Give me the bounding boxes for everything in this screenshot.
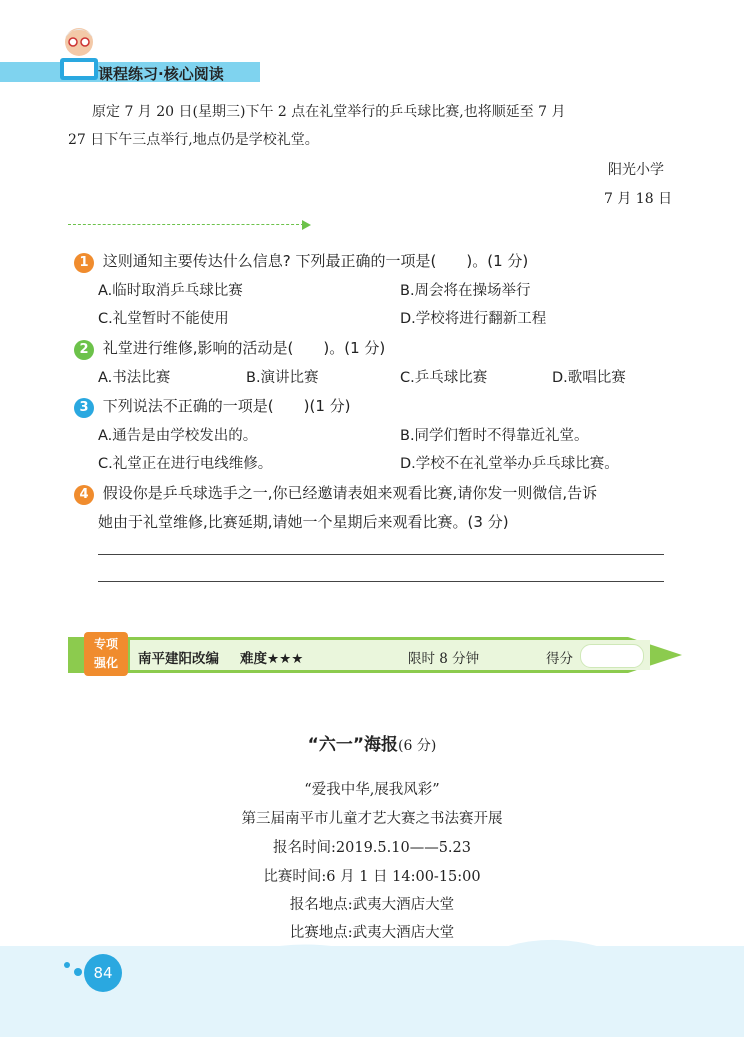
page-number: 84 (84, 954, 122, 992)
notice-line-1: 原定 7 月 20 日(星期三)下午 2 点在礼堂举行的乒乓球比赛,也将顺延至 7 月 (92, 104, 566, 120)
option-c: C.礼堂正在进行电线维修。 (98, 456, 273, 472)
banner-time-limit: 限时 8 分钟 (408, 651, 480, 667)
poster-points: (6 分) (398, 738, 437, 754)
question-number-badge: 4 (74, 485, 94, 505)
option-b: B.周会将在操场举行 (400, 283, 531, 299)
tag-line-2: 强化 (93, 656, 118, 670)
banner-score-label: 得分 (546, 651, 573, 667)
dotted-divider (68, 224, 304, 225)
option-b: B.同学们暂时不得靠近礼堂。 (400, 428, 589, 444)
poster-signup-place: 报名地点:武夷大酒店大堂 (289, 897, 455, 913)
question-text: 下列说法不正确的一项是( )(1 分) (102, 397, 351, 415)
poster-match-time: 比赛时间:6 月 1 日 14:00-15:00 (263, 869, 481, 885)
question-number-badge: 3 (74, 398, 94, 418)
notice-date: 7 月 18 日 (604, 191, 673, 207)
poster-title: “六一”海报 (307, 735, 399, 755)
decor-dot (74, 968, 82, 976)
special-tag (84, 632, 128, 676)
option-a: A.书法比赛 (98, 370, 171, 386)
question-text: 这则通知主要传达什么信息? 下列最正确的一项是( )。(1 分) (102, 252, 529, 270)
option-d: D.歌唱比赛 (552, 370, 626, 386)
poster-match-place: 比赛地点:武夷大酒店大堂 (289, 925, 455, 941)
divider-arrow-icon (302, 220, 311, 230)
banner-source: 南平建阳改编 (138, 651, 219, 667)
option-d: D.学校将进行翻新工程 (400, 311, 547, 327)
poster-event: 第三届南平市儿童才艺大赛之书法赛开展 (241, 811, 503, 827)
score-box[interactable] (580, 644, 644, 668)
option-c: C.礼堂暂时不能使用 (98, 311, 229, 327)
header-title: 课程练习·核心阅读 (98, 65, 224, 83)
notice-signer: 阳光小学 (608, 162, 664, 178)
question-text: 礼堂进行维修,影响的活动是( )。(1 分) (102, 339, 386, 357)
notice-line-2: 27 日下午三点举行,地点仍是学校礼堂。 (68, 132, 319, 148)
question-4 (74, 482, 597, 505)
option-a: A.通告是由学校发出的。 (98, 428, 258, 444)
tag-line-1: 专项 (93, 637, 118, 651)
decor-dot (64, 962, 70, 968)
poster-slogan: “爱我中华,展我风彩” (304, 782, 440, 798)
option-a: A.临时取消乒乓球比赛 (98, 283, 243, 299)
option-c: C.乒乓球比赛 (400, 370, 488, 386)
question-2 (74, 337, 385, 360)
answer-line[interactable] (98, 581, 664, 582)
answer-line[interactable] (98, 554, 664, 555)
question-1 (74, 250, 528, 273)
question-text: 假设你是乒乓球选手之一,你已经邀请表姐来观看比赛,请你发一则微信,告诉 (102, 484, 598, 502)
question-3 (74, 395, 351, 418)
option-b: B.演讲比赛 (246, 370, 319, 386)
poster-signup-time: 报名时间:2019.5.10——5.23 (273, 840, 471, 856)
banner-difficulty: 难度★★★ (240, 651, 304, 667)
question-number-badge: 2 (74, 340, 94, 360)
poster-title-row (0, 730, 744, 755)
question-number-badge: 1 (74, 253, 94, 273)
option-d: D.学校不在礼堂举办乒乓球比赛。 (400, 456, 619, 472)
question-text-continued: 她由于礼堂维修,比赛延期,请她一个星期后来观看比赛。(3 分) (98, 513, 509, 531)
